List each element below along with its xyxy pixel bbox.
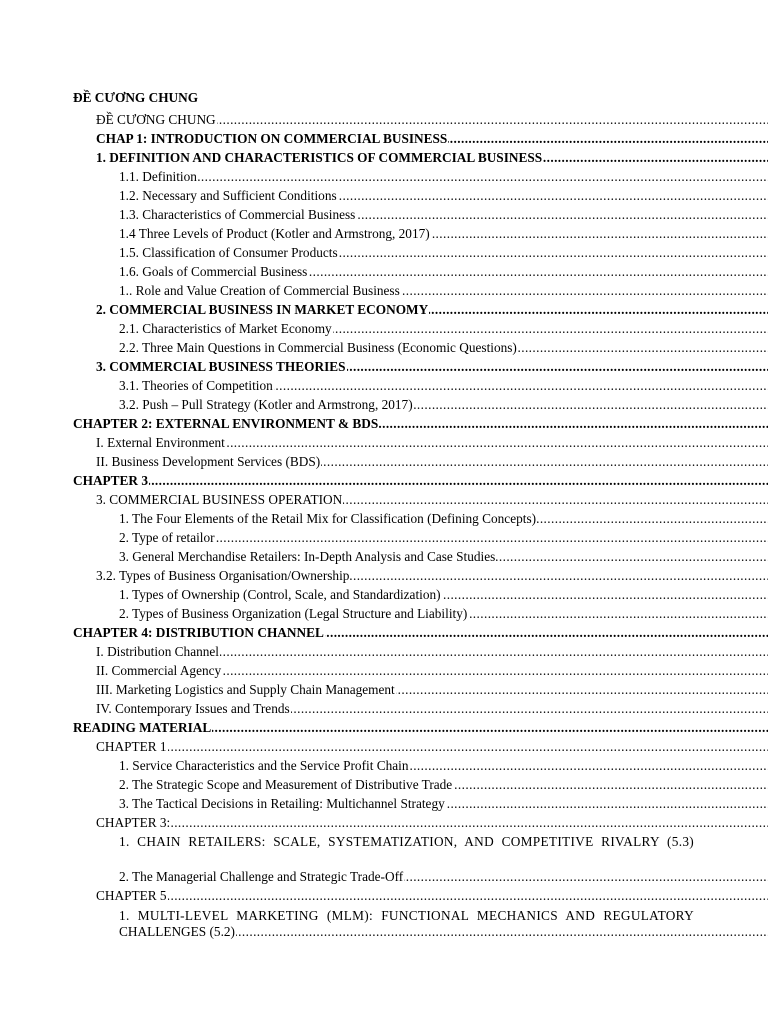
toc-entry-label: CHAPTER 3 bbox=[73, 473, 148, 488]
toc-entry-label: 3. COMMERCIAL BUSINESS THEORIES bbox=[96, 359, 346, 374]
toc-entry[interactable] bbox=[0, 566, 768, 585]
toc-entry[interactable] bbox=[0, 794, 768, 813]
toc-entry[interactable] bbox=[0, 490, 768, 509]
toc-entry-label: 3. General Merchandise Retailers: In-Depth Analysis and Case Studies bbox=[119, 549, 496, 564]
toc-entry-label: CHAP 1: INTRODUCTION ON COMMERCIAL BUSINESS bbox=[96, 131, 448, 146]
toc-entry[interactable] bbox=[0, 319, 768, 338]
toc-entry[interactable] bbox=[0, 813, 768, 832]
toc-entry-label: 1. Types of Ownership (Control, Scale, and Standardization) bbox=[119, 587, 441, 602]
toc-entry[interactable] bbox=[0, 414, 768, 433]
toc-entry[interactable] bbox=[0, 699, 768, 718]
toc-entry-label: I. Distribution Channel bbox=[96, 644, 219, 659]
toc-entry[interactable] bbox=[0, 452, 768, 471]
toc-entry-label: II. Commercial Agency bbox=[96, 663, 222, 678]
toc-entry[interactable] bbox=[0, 300, 768, 319]
toc-entry[interactable] bbox=[0, 224, 768, 243]
toc-entry[interactable] bbox=[0, 110, 768, 129]
toc-entry-mlm-continuation bbox=[0, 924, 768, 941]
toc-entry[interactable] bbox=[0, 433, 768, 452]
toc-entry-label: 1.. Role and Value Creation of Commercial Business bbox=[119, 283, 400, 298]
toc-entry-label: 2.1. Characteristics of Market Economy bbox=[119, 321, 332, 336]
toc-entry-label: CHAPTER 3: bbox=[96, 815, 171, 830]
toc-entry-label: 1.6. Goals of Commercial Business bbox=[119, 264, 308, 279]
toc-entry-label: 1.5. Classification of Consumer Products bbox=[119, 245, 338, 260]
toc-entry[interactable] bbox=[0, 775, 768, 794]
toc-entry-label: 1.1. Definition bbox=[119, 169, 197, 184]
toc-entry-label: READING MATERIAL bbox=[73, 720, 212, 735]
toc-entry-label: 2. Types of Business Organization (Legal Structure and Liability) bbox=[119, 606, 468, 621]
toc-leader-dots bbox=[96, 813, 768, 832]
toc-entry-label: 3.1. Theories of Competition bbox=[119, 378, 273, 393]
toc-entry-label: 1. DEFINITION AND CHARACTERISTICS OF COMMERCIAL BUSINESS bbox=[96, 150, 543, 165]
toc-entry-label: IV. Contemporary Issues and Trends bbox=[96, 701, 290, 716]
toc-entry-label: 1. Service Characteristics and the Service Profit Chain bbox=[119, 758, 409, 773]
toc-entry[interactable] bbox=[0, 547, 768, 566]
toc-leader-dots bbox=[96, 886, 768, 905]
toc-entry[interactable] bbox=[0, 756, 768, 775]
toc-entry-label: 1.2. Necessary and Sufficient Conditions bbox=[119, 188, 337, 203]
toc-entry-label: 2. The Managerial Challenge and Strategic Trade-Off bbox=[119, 869, 404, 884]
toc-entry-label: CHAPTER 2: EXTERNAL ENVIRONMENT & BDS bbox=[73, 416, 379, 431]
toc-entry-label: 1.4 Three Levels of Product (Kotler and Armstrong, 2017) bbox=[119, 226, 430, 241]
toc-entry[interactable] bbox=[0, 680, 768, 699]
toc-entry[interactable] bbox=[0, 509, 768, 528]
toc-entry-label: 2. Type of retailor bbox=[119, 530, 215, 545]
toc-entry[interactable] bbox=[0, 148, 768, 167]
toc-entry[interactable] bbox=[0, 642, 768, 661]
toc-entry[interactable] bbox=[0, 243, 768, 262]
toc-entry-label: 3.2. Push – Pull Strategy (Kotler and Armstrong, 2017) bbox=[119, 397, 413, 412]
toc-entry[interactable] bbox=[0, 886, 768, 905]
toc-entry-label: ĐỀ CƯƠNG CHUNG bbox=[96, 112, 216, 127]
toc-entry-mlm[interactable] bbox=[0, 908, 768, 924]
toc-entry-label: I. External Environment bbox=[96, 435, 225, 450]
document-title: ĐỀ CƯƠNG CHUNG bbox=[73, 90, 199, 105]
toc-entry[interactable] bbox=[0, 604, 768, 623]
toc-entry-label: 1. The Four Elements of the Retail Mix for Classification (Defining Concepts) bbox=[119, 511, 537, 526]
toc-entry-label-line1: 1. MULTI-LEVEL MARKETING (MLM): FUNCTIONAL MECHANICS AND REGULATORY bbox=[119, 908, 694, 923]
toc-entry-label: CHAPTER 4: DISTRIBUTION CHANNEL bbox=[73, 625, 324, 640]
toc-entry-label: 2.2. Three Main Questions in Commercial Business (Economic Questions) bbox=[119, 340, 517, 355]
toc-entry-label: 1.3. Characteristics of Commercial Business bbox=[119, 207, 356, 222]
toc-entry-label: II. Business Development Services (BDS) bbox=[96, 454, 321, 469]
toc-entry[interactable] bbox=[0, 585, 768, 604]
toc-leader-line bbox=[0, 850, 768, 867]
toc-leader-dots bbox=[73, 471, 768, 490]
toc-entry[interactable] bbox=[0, 718, 768, 737]
toc-entry[interactable] bbox=[0, 186, 768, 205]
toc-entry[interactable] bbox=[0, 167, 768, 186]
toc-entry-chain-retailers[interactable] bbox=[0, 834, 768, 850]
toc-entry[interactable] bbox=[0, 129, 768, 148]
toc-entry[interactable] bbox=[0, 281, 768, 300]
toc-entry-label: 2. The Strategic Scope and Measurement of Distributive Trade bbox=[119, 777, 453, 792]
toc-after-list bbox=[0, 867, 768, 905]
toc-entry[interactable] bbox=[0, 867, 768, 886]
toc-entry[interactable] bbox=[0, 262, 768, 281]
toc-entry[interactable] bbox=[0, 661, 768, 680]
toc-entry-label: 2. COMMERCIAL BUSINESS IN MARKET ECONOMY bbox=[96, 302, 429, 317]
toc-entry[interactable] bbox=[0, 737, 768, 756]
toc-leader-dots bbox=[119, 167, 768, 186]
toc-entry-label: 3. COMMERCIAL BUSINESS OPERATION bbox=[96, 492, 343, 507]
table-of-contents bbox=[0, 110, 768, 941]
toc-entry[interactable] bbox=[0, 623, 768, 642]
toc-entry[interactable] bbox=[0, 471, 768, 490]
toc-entry-label: 3. The Tactical Decisions in Retailing: Multichannel Strategy bbox=[119, 796, 445, 811]
toc-entry[interactable] bbox=[0, 528, 768, 547]
toc-entry-label: CHAPTER 1 bbox=[96, 739, 167, 754]
toc-entry-label: 3.2. Types of Business Organisation/Ownership bbox=[96, 568, 350, 583]
toc-entry[interactable] bbox=[0, 357, 768, 376]
toc-entry[interactable] bbox=[0, 395, 768, 414]
toc-entry-label: CHAPTER 5 bbox=[96, 888, 167, 903]
toc-entry[interactable] bbox=[0, 376, 768, 395]
toc-entry-label: 1. CHAIN RETAILERS: SCALE, SYSTEMATIZATION, AND COMPETITIVE RIVALRY (5.3) bbox=[119, 834, 694, 849]
toc-entry[interactable] bbox=[0, 338, 768, 357]
toc-main-list bbox=[0, 110, 768, 832]
toc-entry[interactable] bbox=[0, 205, 768, 224]
toc-leader-dots bbox=[119, 528, 768, 547]
toc-leader-dots bbox=[96, 737, 768, 756]
toc-entry-label: III. Marketing Logistics and Supply Chain Management bbox=[96, 682, 395, 697]
toc-entry-label-line2: CHALLENGES (5.2) bbox=[119, 924, 235, 939]
